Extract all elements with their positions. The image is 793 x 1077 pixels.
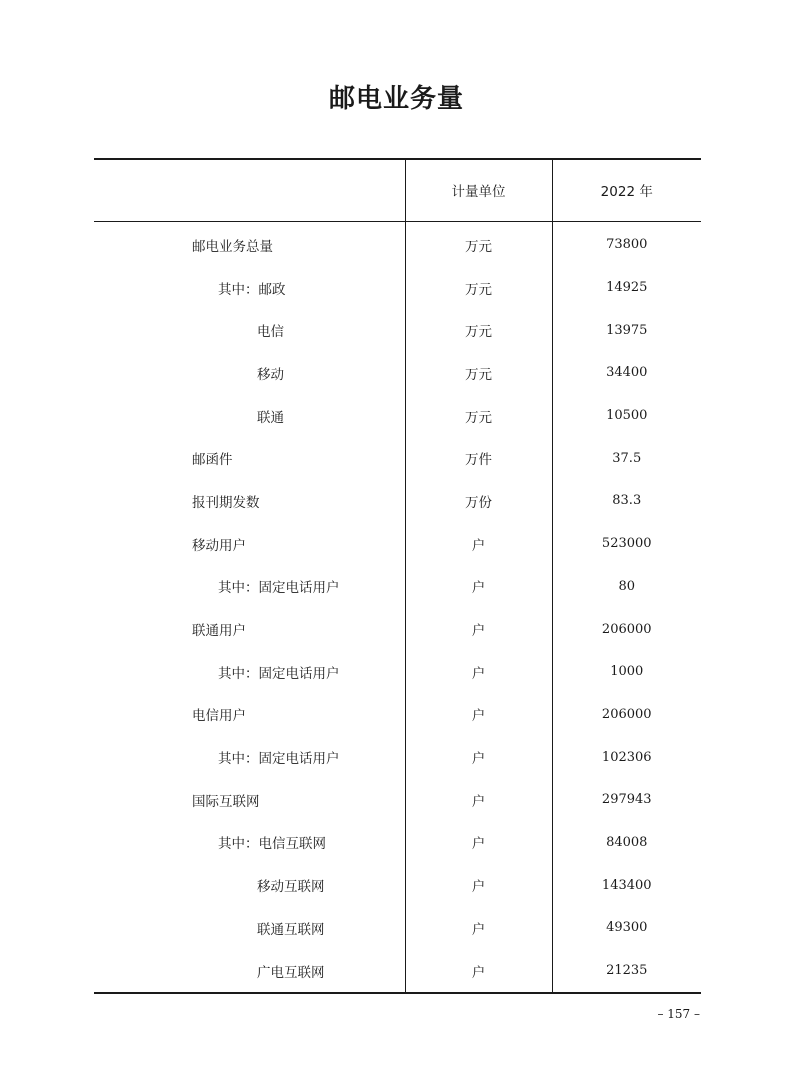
row-item-name: 电信用户 <box>94 693 405 736</box>
row-unit: 万件 <box>405 437 552 480</box>
row-item-name: 移动 <box>94 352 405 395</box>
row-item-name: 其中：固定电话用户 <box>94 565 405 608</box>
row-unit: 户 <box>405 821 552 864</box>
row-item-name: 移动用户 <box>94 522 405 565</box>
row-value: 102306 <box>601 749 652 765</box>
row-value: 206000 <box>601 706 652 722</box>
table-row <box>94 437 701 480</box>
row-value: 10500 <box>606 408 648 424</box>
row-value: 297943 <box>601 792 652 808</box>
table-row <box>94 864 701 907</box>
row-unit: 万份 <box>405 480 552 523</box>
row-item-name: 国际互联网 <box>94 778 405 821</box>
row-unit: 户 <box>405 522 552 565</box>
table-row <box>94 949 701 993</box>
table-row <box>94 907 701 950</box>
row-item-name: 联通 <box>94 394 405 437</box>
table-row <box>94 693 701 736</box>
header-item <box>94 159 405 221</box>
row-item-name: 联通互联网 <box>94 907 405 950</box>
row-value: 49300 <box>606 920 648 936</box>
table-row <box>94 650 701 693</box>
row-unit: 户 <box>405 565 552 608</box>
row-item-name: 其中：邮政 <box>94 266 405 309</box>
row-value: 21235 <box>552 949 701 993</box>
table-row <box>94 608 701 651</box>
row-value: 80 <box>618 578 636 594</box>
header-unit: 计量单位 <box>405 159 552 221</box>
page-number: – 157 – <box>657 1007 700 1021</box>
row-unit: 万元 <box>405 394 552 437</box>
statistics-table-container <box>94 158 701 994</box>
row-unit: 万元 <box>405 309 552 352</box>
table-row <box>94 736 701 779</box>
row-unit: 户 <box>405 736 552 779</box>
row-unit: 户 <box>405 608 552 651</box>
row-item-name: 其中：电信互联网 <box>94 821 405 864</box>
row-value: 84008 <box>606 834 648 850</box>
table-row <box>94 221 701 266</box>
table-row <box>94 266 701 309</box>
row-value: 34400 <box>606 365 648 381</box>
table-row <box>94 394 701 437</box>
row-item-name: 其中：固定电话用户 <box>94 650 405 693</box>
row-item-name: 联通用户 <box>94 608 405 651</box>
table-body <box>94 221 701 993</box>
row-unit: 万元 <box>405 352 552 395</box>
row-unit: 万元 <box>405 221 552 266</box>
statistics-table <box>94 158 701 994</box>
table-row <box>94 522 701 565</box>
table-row <box>94 352 701 395</box>
row-value: 14925 <box>606 280 648 296</box>
row-unit: 户 <box>405 907 552 950</box>
table-row <box>94 778 701 821</box>
table-row <box>94 821 701 864</box>
table-row <box>94 309 701 352</box>
row-value: 73800 <box>606 237 648 253</box>
page-title: 邮电业务量 <box>328 84 464 114</box>
row-item-name: 电信 <box>94 309 405 352</box>
row-value: 37.5 <box>612 450 642 466</box>
row-unit: 户 <box>405 778 552 821</box>
row-item-name: 报刊期发数 <box>94 480 405 523</box>
table-row <box>94 480 701 523</box>
row-value: 13975 <box>606 322 648 338</box>
row-unit: 户 <box>405 650 552 693</box>
row-unit: 户 <box>405 949 552 993</box>
row-unit: 万元 <box>405 266 552 309</box>
row-item-name: 邮函件 <box>94 437 405 480</box>
row-item-name: 移动互联网 <box>94 864 405 907</box>
table-row <box>94 565 701 608</box>
row-value: 143400 <box>601 877 652 893</box>
row-unit: 户 <box>405 864 552 907</box>
header-year: 2022 年 <box>552 159 701 221</box>
row-value: 83.3 <box>612 493 642 509</box>
row-item-name: 广电互联网 <box>94 949 405 993</box>
row-item-name: 邮电业务总量 <box>94 221 405 266</box>
row-value: 206000 <box>601 621 652 637</box>
table-header-row <box>94 159 701 221</box>
row-value: 523000 <box>601 536 652 552</box>
row-unit: 户 <box>405 693 552 736</box>
row-value: 1000 <box>610 664 644 680</box>
row-item-name: 其中：固定电话用户 <box>94 736 405 779</box>
